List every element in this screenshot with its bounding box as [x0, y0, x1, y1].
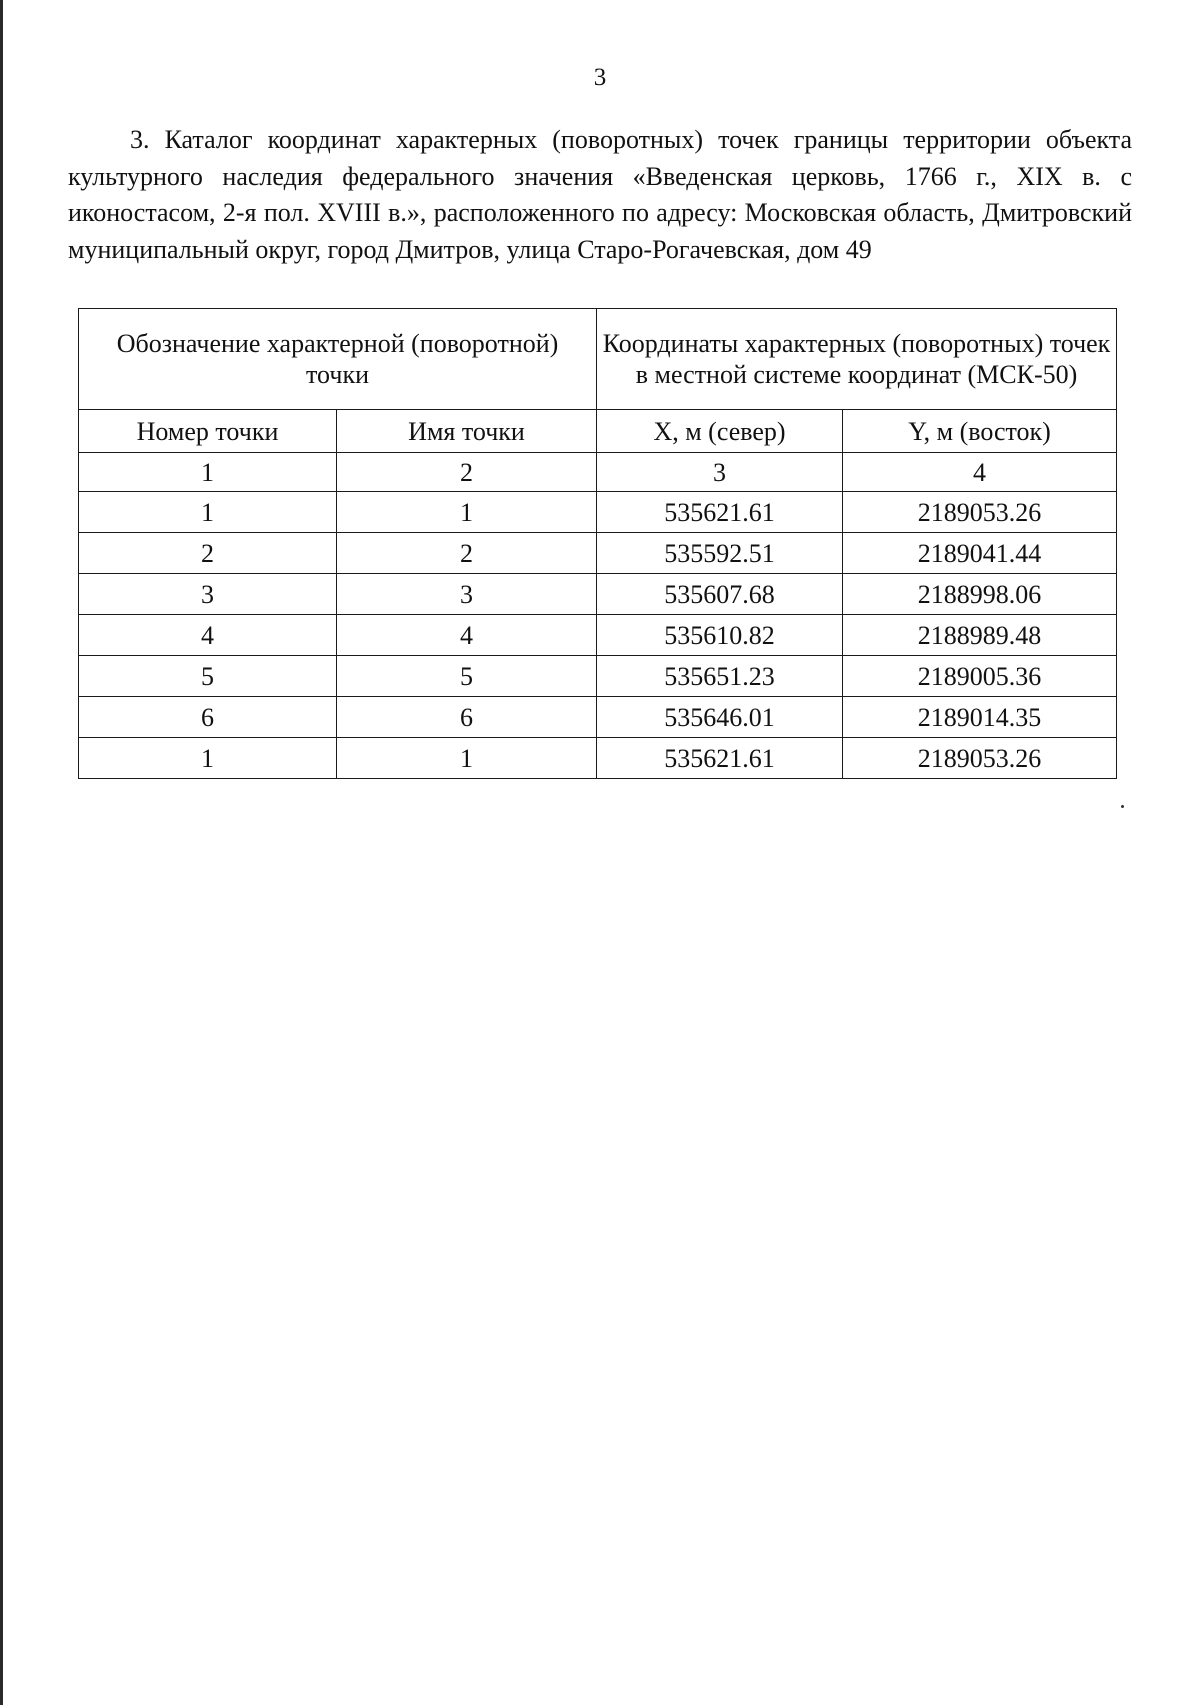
- y-coordinate-cell: 2189005.36: [843, 656, 1117, 697]
- column-header-point-number: Номер точки: [79, 410, 337, 453]
- x-coordinate-cell: 535621.61: [597, 492, 843, 533]
- column-number: 4: [843, 453, 1117, 492]
- column-header-x: X, м (север): [597, 410, 843, 453]
- catalog-paragraph: 3. Каталог координат характерных (поворотных) точек границы территории объекта культурного наследия федерального значения «Введенская церковь, 1766 г., XIX в. с иконостасом, 2-я пол. XVIII в.», расположенного по адресу: Московская область, Дмитровский муниципальный округ, город Дмитров, улица Старо-Рогачевская, дом 49: [68, 125, 1132, 264]
- point-name-cell: 4: [337, 615, 597, 656]
- column-number: 1: [79, 453, 337, 492]
- table-row: [79, 533, 1117, 574]
- point-name-cell: 2: [337, 533, 597, 574]
- x-coordinate-cell: 535646.01: [597, 697, 843, 738]
- x-coordinate-cell: 535592.51: [597, 533, 843, 574]
- table-row: [79, 615, 1117, 656]
- point-name-cell: 1: [337, 738, 597, 779]
- y-coordinate-cell: 2188989.48: [843, 615, 1117, 656]
- designation-group-header: Обозначение характерной (поворотной) точки: [79, 309, 597, 410]
- column-header-y: Y, м (восток): [843, 410, 1117, 453]
- point-number-cell: 4: [79, 615, 337, 656]
- point-name-cell: 6: [337, 697, 597, 738]
- point-number-cell: 3: [79, 574, 337, 615]
- table-group-header-row: [79, 309, 1117, 410]
- point-name-cell: 5: [337, 656, 597, 697]
- table-row: [79, 492, 1117, 533]
- x-coordinate-cell: 535651.23: [597, 656, 843, 697]
- table-row: [79, 738, 1117, 779]
- coordinates-group-header: Координаты характерных (поворотных) точек в местной системе координат (МСК-50): [597, 309, 1117, 410]
- y-coordinate-cell: 2189053.26: [843, 738, 1117, 779]
- page-number: 3: [593, 64, 607, 91]
- point-number-cell: 2: [79, 533, 337, 574]
- point-name-cell: 1: [337, 492, 597, 533]
- table-column-number-row: [79, 453, 1117, 492]
- y-coordinate-cell: 2188998.06: [843, 574, 1117, 615]
- point-number-cell: 6: [79, 697, 337, 738]
- y-coordinate-cell: 2189041.44: [843, 533, 1117, 574]
- coordinates-table: [78, 308, 1117, 779]
- x-coordinate-cell: 535621.61: [597, 738, 843, 779]
- x-coordinate-cell: 535610.82: [597, 615, 843, 656]
- y-coordinate-cell: 2189053.26: [843, 492, 1117, 533]
- table-column-header-row: [79, 410, 1117, 453]
- table-row: [79, 697, 1117, 738]
- table-row: [79, 656, 1117, 697]
- column-number: 2: [337, 453, 597, 492]
- scan-edge-line: [0, 0, 3, 1705]
- y-coordinate-cell: 2189014.35: [843, 697, 1117, 738]
- point-number-cell: 1: [79, 492, 337, 533]
- point-number-cell: 5: [79, 656, 337, 697]
- column-header-point-name: Имя точки: [337, 410, 597, 453]
- point-number-cell: 1: [79, 738, 337, 779]
- point-name-cell: 3: [337, 574, 597, 615]
- table-row: [79, 574, 1117, 615]
- column-number: 3: [597, 453, 843, 492]
- x-coordinate-cell: 535607.68: [597, 574, 843, 615]
- scan-speck: [1121, 805, 1124, 808]
